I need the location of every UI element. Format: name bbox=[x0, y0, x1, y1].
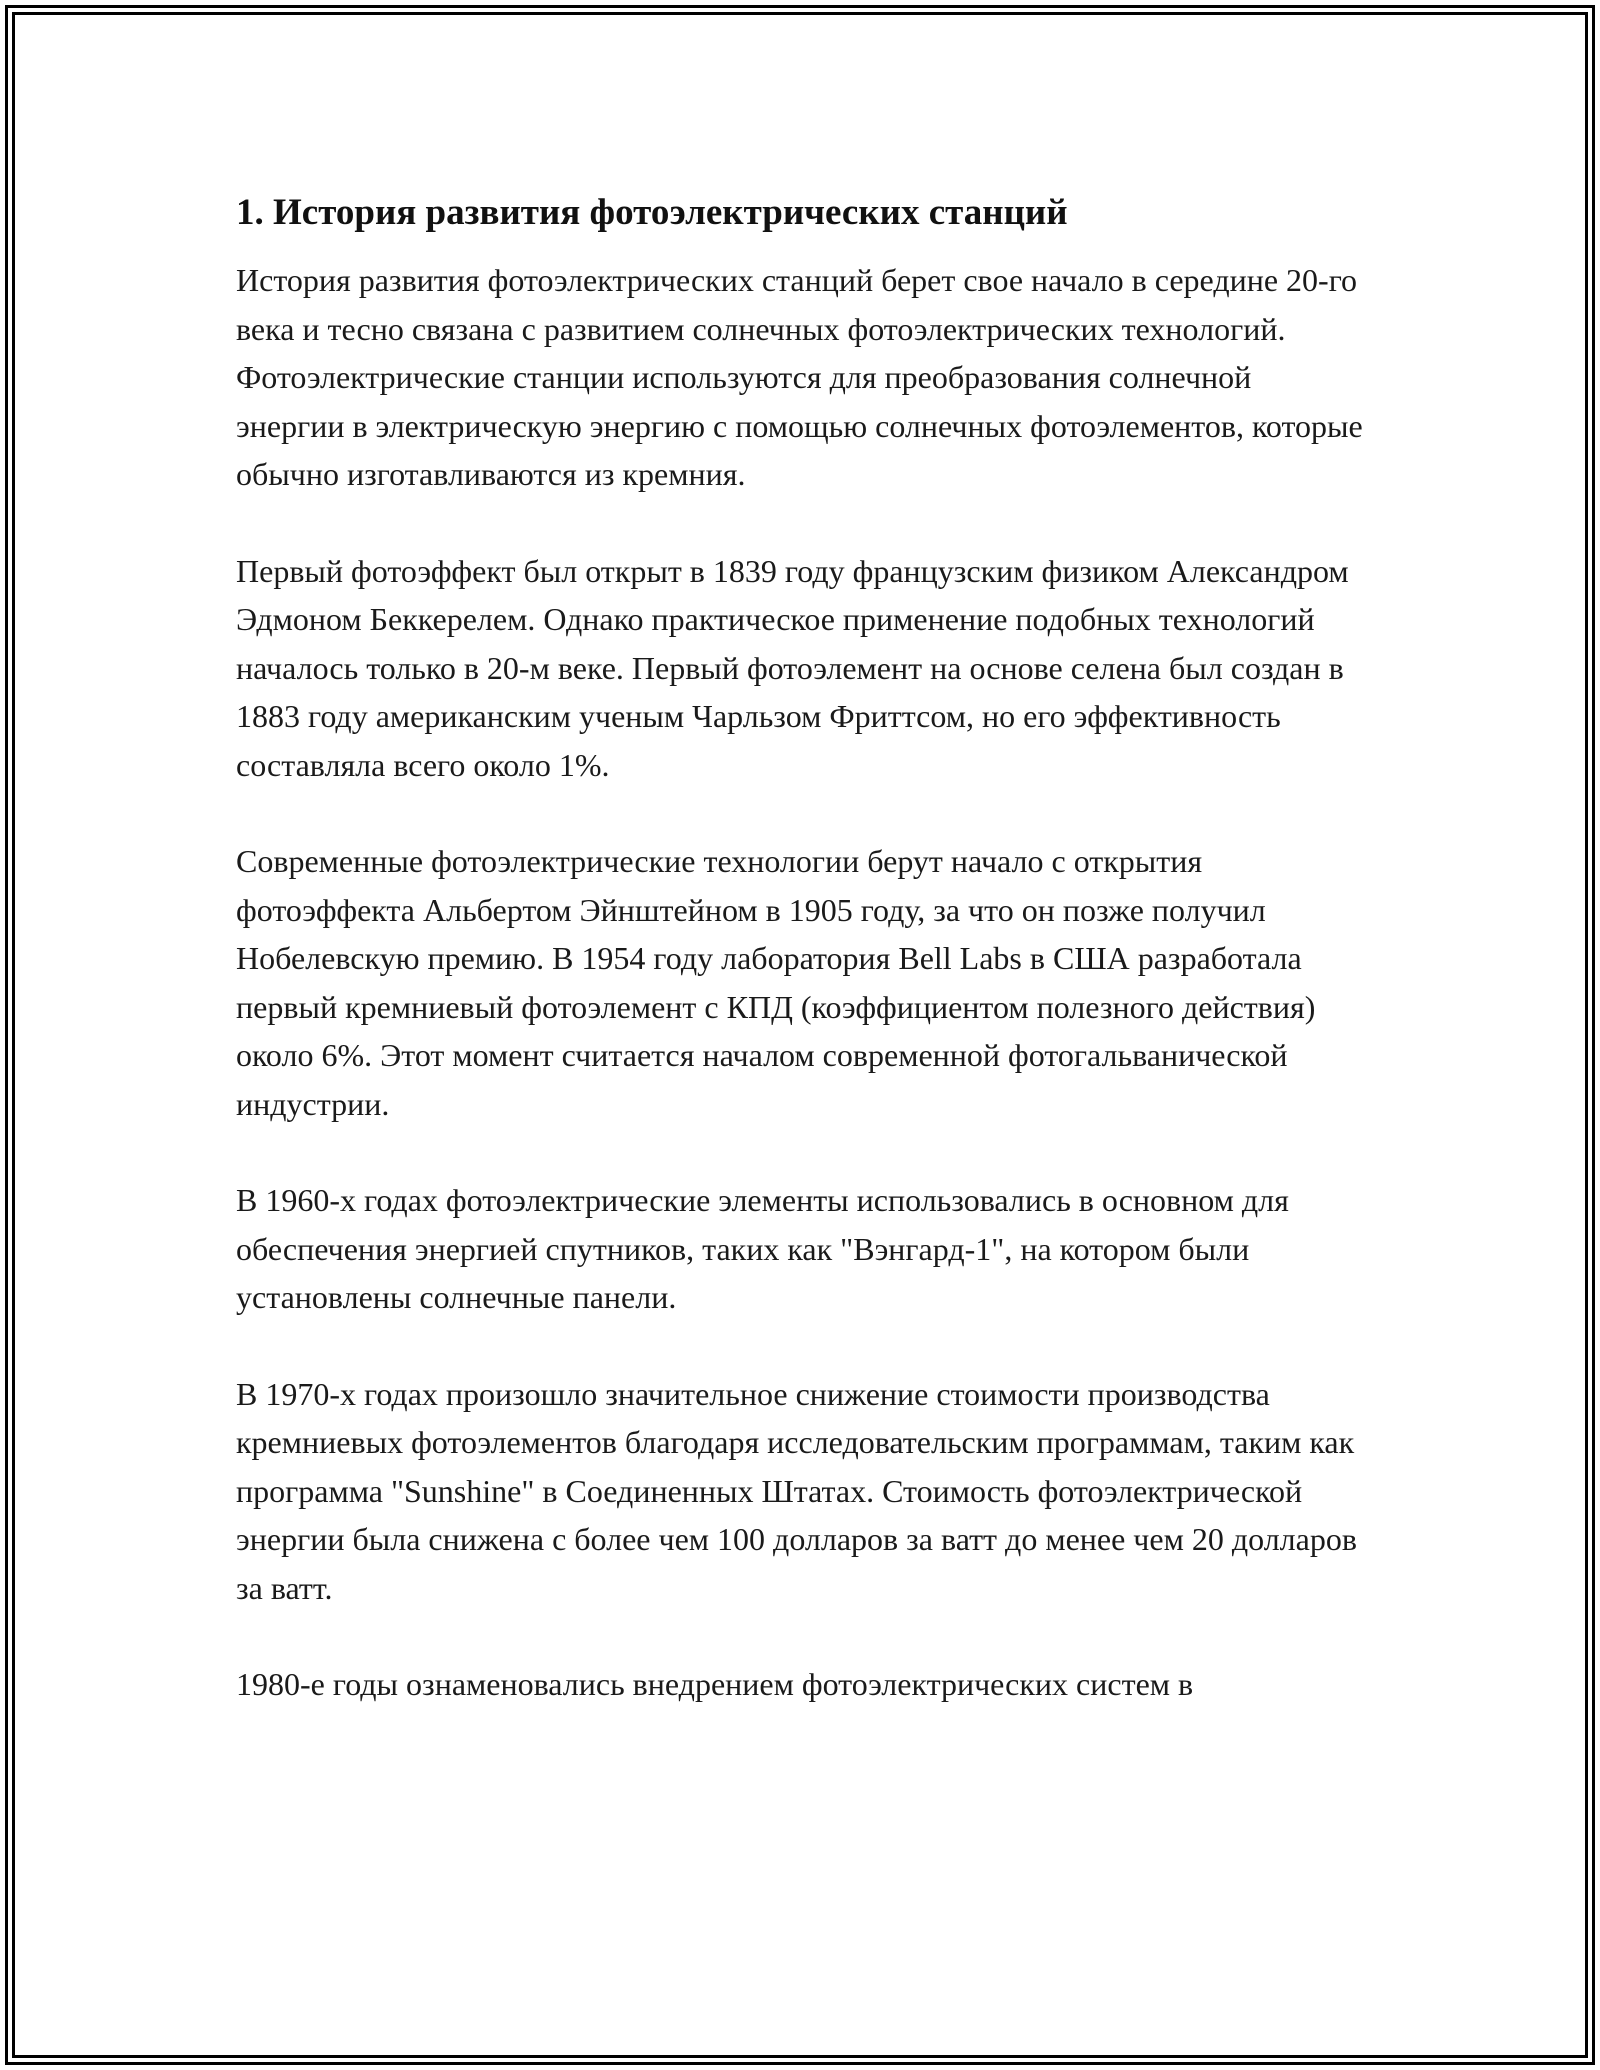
document-body bbox=[236, 186, 1366, 1757]
paragraph-3: Современные фотоэлектрические технологии берут начало с открытия фотоэффекта Альбертом Эйнштейном в 1905 году, за что он позже получил Нобелевскую премию. В 1954 году лаборатория Bell Labs в США разработала первый кремниевый фотоэлемент с КПД (коэффициентом полезного действия) около 6%. Этот момент считается началом современной фотогальванической индустрии. bbox=[236, 843, 1316, 1122]
paragraph-4: В 1960-х годах фотоэлектрические элементы использовались в основном для обеспечения энергией спутников, таких как "Вэнгард-1", на котором были установлены солнечные панели. bbox=[236, 1182, 1289, 1315]
paragraph-5: В 1970-х годах произошло значительное снижение стоимости производства кремниевых фотоэлементов благодаря исследовательским программам, таким как программа "Sunshine" в Соединенных Штатах. Стоимость фотоэлектрической энергии была снижена с более чем 100 долларов за ватт до менее чем 20 долларов за ватт. bbox=[236, 1375, 1357, 1606]
paragraph-2: Первый фотоэффект был открыт в 1839 году французским физиком Александром Эдмоном Беккерелем. Однако практическое применение подобных технологий началось только в 20-м веке. Первый фотоэлемент на основе селена был создан в 1883 году американским ученым Чарльзом Фриттсом, но его эффективность составляла всего около 1%. bbox=[236, 552, 1349, 783]
paragraph-6: 1980-е годы ознаменовались внедрением фотоэлектрических систем в bbox=[236, 1666, 1194, 1702]
paragraph-1: История развития фотоэлектрических станций берет свое начало в середине 20-го века и тесно связана с развитием солнечных фотоэлектрических технологий. Фотоэлектрические станции используются для преобразования солнечной энергии в электрическую энергию с помощью солнечных фотоэлементов, которые обычно изготавливаются из кремния. bbox=[236, 262, 1363, 492]
section-heading: 1. История развития фотоэлектрических станций bbox=[236, 192, 1068, 233]
